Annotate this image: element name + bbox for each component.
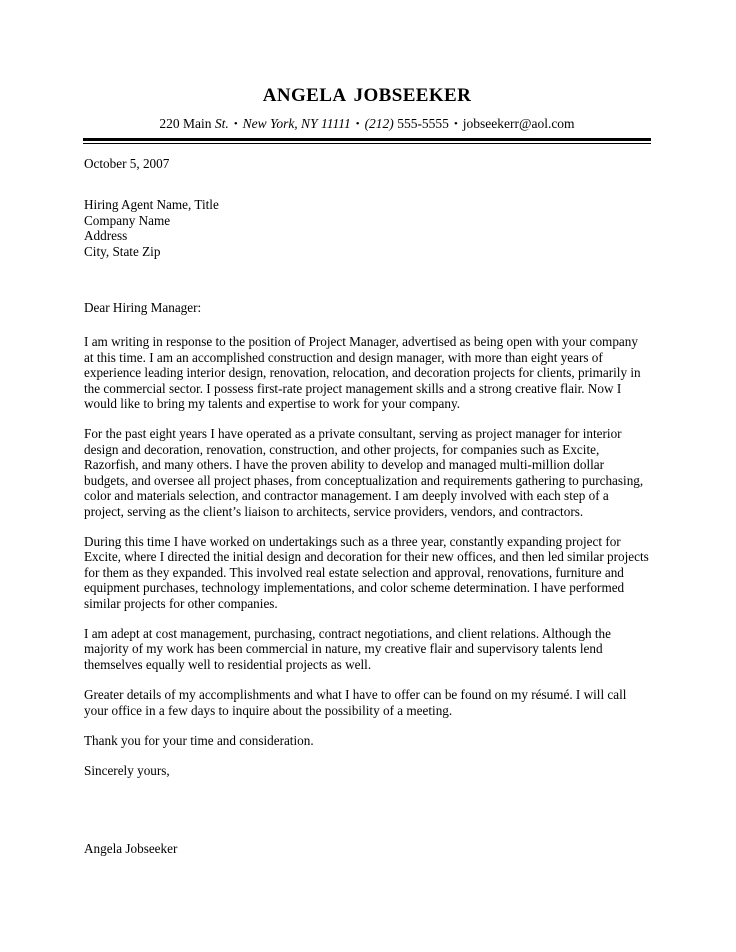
signature-name: Angela Jobseeker: [84, 840, 178, 856]
body-paragraph: During this time I have worked on undertakings such as a three year, constantly expanding project for Excite, where I directed the initial design and decoration for their new offices, and then led similar projects for them as they expanded. This involved real estate selection and approval, renovations, furniture and equipment purchases, technology implementations, and color scheme determination. I have performed similar projects for other companies.: [84, 533, 649, 611]
letter-date: October 5, 2007: [84, 156, 170, 171]
contact-separator-icon: •: [355, 118, 360, 131]
contact-info-line: [83, 116, 651, 132]
closing-thanks-paragraph: Thank you for your time and consideration.: [84, 732, 314, 748]
spacer: [84, 748, 650, 763]
contact-phone-number: 555-5555: [393, 116, 449, 132]
salutation: Dear Hiring Manager:: [84, 300, 202, 316]
letterhead: [83, 78, 651, 144]
spacer: [84, 315, 650, 334]
recipient-line: Hiring Agent Name, Title: [84, 197, 219, 213]
recipient-line: Company Name: [84, 212, 171, 228]
body-paragraph: For the past eight years I have operated as a private consultant, serving as project manager for interior design and decoration, renovation, construction, and other projects, for companies such as Excite, Razorfish, and many others. I have the proven ability to develop and managed multi-million dollar budgets, and oversee all project phases, from conceptualization and requirements gathering to purchasing, color and materials selection, and contractor management. I am deeply involved with each step of a project, serving as the client’s liaison to architects, service providers, vendors, and contractors.: [84, 426, 644, 519]
contact-separator-icon: •: [453, 118, 458, 131]
closing-salutation: Sincerely yours,: [84, 763, 170, 779]
applicant-name-heading: angela jobseeker: [262, 77, 472, 107]
contact-phone-area: (212): [364, 116, 394, 132]
spacer: [84, 171, 650, 197]
contact-street: 220 Main: [159, 116, 215, 132]
letterhead-divider: [83, 138, 651, 144]
spacer: [84, 259, 650, 285]
spacer: [84, 411, 650, 426]
spacer: [84, 672, 650, 687]
recipient-line: City, State Zip: [84, 243, 161, 259]
recipient-address-block: [84, 197, 650, 259]
signature-space: [84, 779, 650, 841]
spacer: [84, 519, 650, 534]
letter-body: [84, 156, 650, 856]
body-paragraph: Greater details of my accomplishments and what I have to offer can be found on my résumé. I will call your office in a few days to inquire about the possibility of a meeting.: [84, 687, 627, 718]
contact-separator-icon: •: [233, 118, 238, 131]
contact-city-state: New York, NY: [242, 116, 321, 132]
spacer: [84, 285, 650, 300]
body-paragraph: I am writing in response to the position of Project Manager, advertised as being open with your company at this time. I am an accomplished construction and design manager, with more than eight years of experience leading interior design, renovation, relocation, and decoration projects for clients, primarily in the commercial sector. I possess first-rate project management skills and a strong creative flair. Now I would like to bring my talents and expertise to work for your company.: [84, 334, 641, 412]
spacer: [84, 611, 650, 626]
contact-email: jobseekerr@aol.com: [462, 116, 575, 132]
contact-zip: 11111: [320, 116, 351, 132]
body-paragraph: I am adept at cost management, purchasing, contract negotiations, and client relations. Although the majority of my work has been commercial in nature, my creative flair and supervisory talents lend themselves equally well to residential projects as well.: [84, 625, 611, 672]
recipient-line: Address: [84, 228, 128, 244]
spacer: [84, 718, 650, 733]
contact-street-suffix: St.: [214, 116, 229, 132]
